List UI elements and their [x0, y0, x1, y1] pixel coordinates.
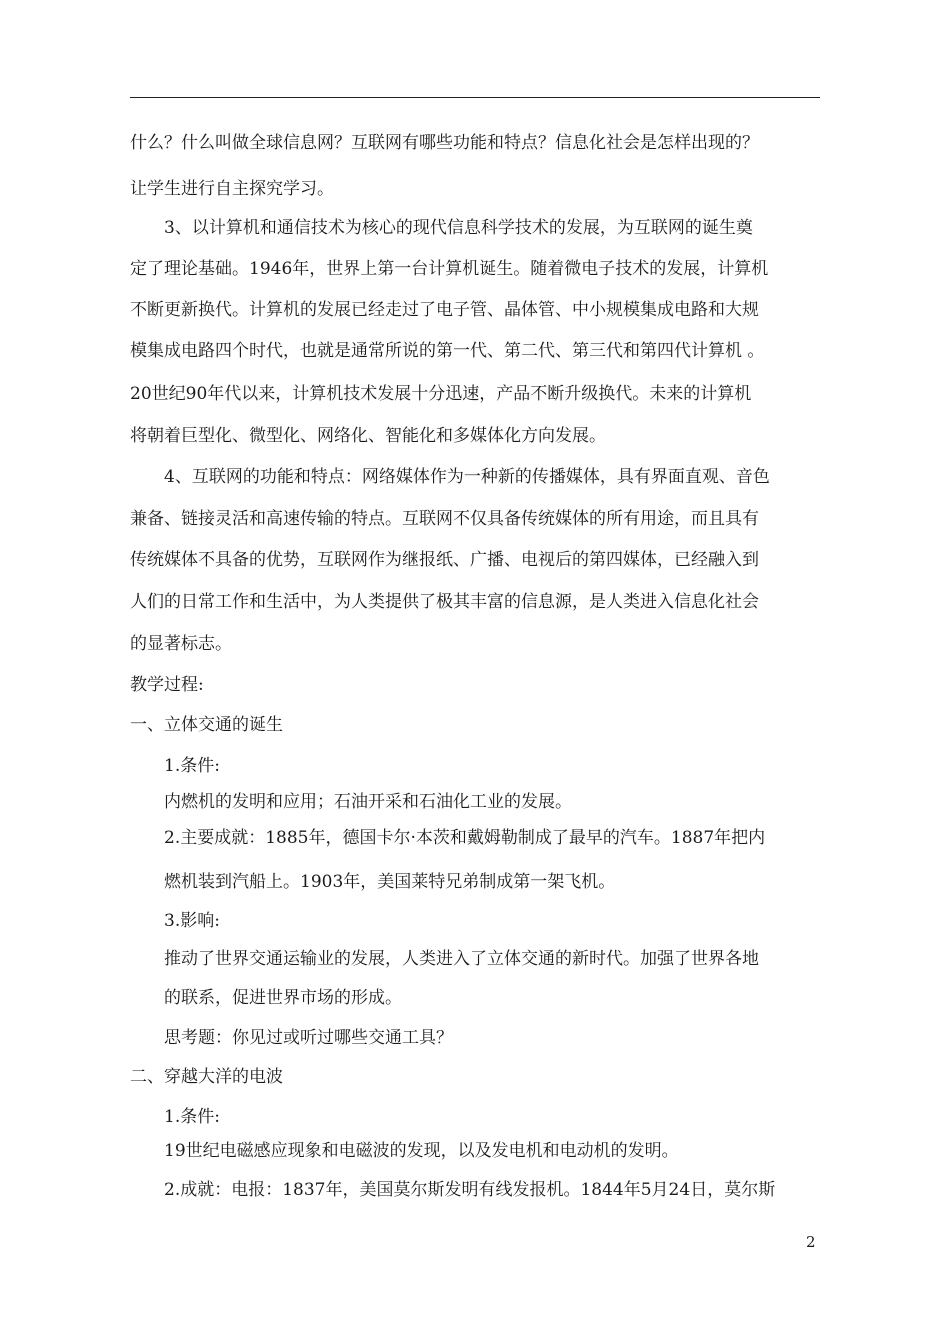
body-line: 19世纪电磁感应现象和电磁波的发现，以及发电机和电动机的发明。 — [164, 1141, 679, 1161]
body-line: 2.成就：电报：1837年，美国莫尔斯发明有线发报机。1844年5月24日，莫尔斯 — [164, 1180, 776, 1200]
body-line: 3、以计算机和通信技术为核心的现代信息科学技术的发展，为互联网的诞生奠 — [164, 218, 753, 238]
header-rule — [130, 97, 820, 98]
body-line: 20世纪90年代以来，计算机技术发展十分迅速，产品不断升级换代。未来的计算机 — [130, 384, 752, 404]
section-label: 教学过程: — [130, 675, 204, 695]
body-line: 2.主要成就：1885年，德国卡尔·本茨和戴姆勒制成了最早的汽车。1887年把内 — [164, 828, 766, 848]
question-line: 思考题：你见过或听过哪些交通工具？ — [164, 1028, 453, 1048]
subsection-label: 1.条件: — [164, 1107, 220, 1127]
body-line: 定了理论基础。1946年，世界上第一台计算机诞生。随着微电子技术的发展，计算机 — [130, 259, 769, 279]
page-number: 2 — [806, 1233, 816, 1251]
body-line: 不断更新换代。计算机的发展已经走过了电子管、晶体管、中小规模集成电路和大规 — [130, 300, 759, 320]
body-line: 人们的日常工作和生活中，为人类提供了极其丰富的信息源，是人类进入信息化社会 — [130, 592, 759, 612]
body-line: 4、互联网的功能和特点：网络媒体作为一种新的传播媒体，具有界面直观、音色 — [164, 467, 770, 487]
section-heading: 二、穿越大洋的电波 — [130, 1067, 283, 1087]
body-line: 燃机装到汽船上。1903年，美国莱特兄弟制成第一架飞机。 — [164, 872, 616, 892]
body-line: 让学生进行自主探究学习。 — [130, 179, 334, 199]
body-line: 的联系，促进世界市场的形成。 — [164, 988, 402, 1008]
subsection-label: 1.条件: — [164, 756, 220, 776]
body-line: 推动了世界交通运输业的发展，人类进入了立体交通的新时代。加强了世界各地 — [164, 949, 759, 969]
body-line: 什么？什么叫做全球信息网？互联网有哪些功能和特点？信息化社会是怎样出现的？ — [130, 133, 759, 153]
body-line: 将朝着巨型化、微型化、网络化、智能化和多媒体化方向发展。 — [130, 426, 606, 446]
body-line: 内燃机的发明和应用；石油开采和石油化工业的发展。 — [164, 792, 572, 812]
body-line: 模集成电路四个时代，也就是通常所说的第一代、第二代、第三代和第四代计算机 。 — [130, 341, 765, 361]
body-line: 的显著标志。 — [130, 634, 232, 654]
section-heading: 一、立体交通的诞生 — [130, 715, 283, 735]
subsection-label: 3.影响: — [164, 911, 220, 931]
body-line: 兼备、链接灵活和高速传输的特点。互联网不仅具备传统媒体的所有用途，而且具有 — [130, 509, 759, 529]
body-line: 传统媒体不具备的优势，互联网作为继报纸、广播、电视后的第四媒体，已经融入到 — [130, 550, 759, 570]
